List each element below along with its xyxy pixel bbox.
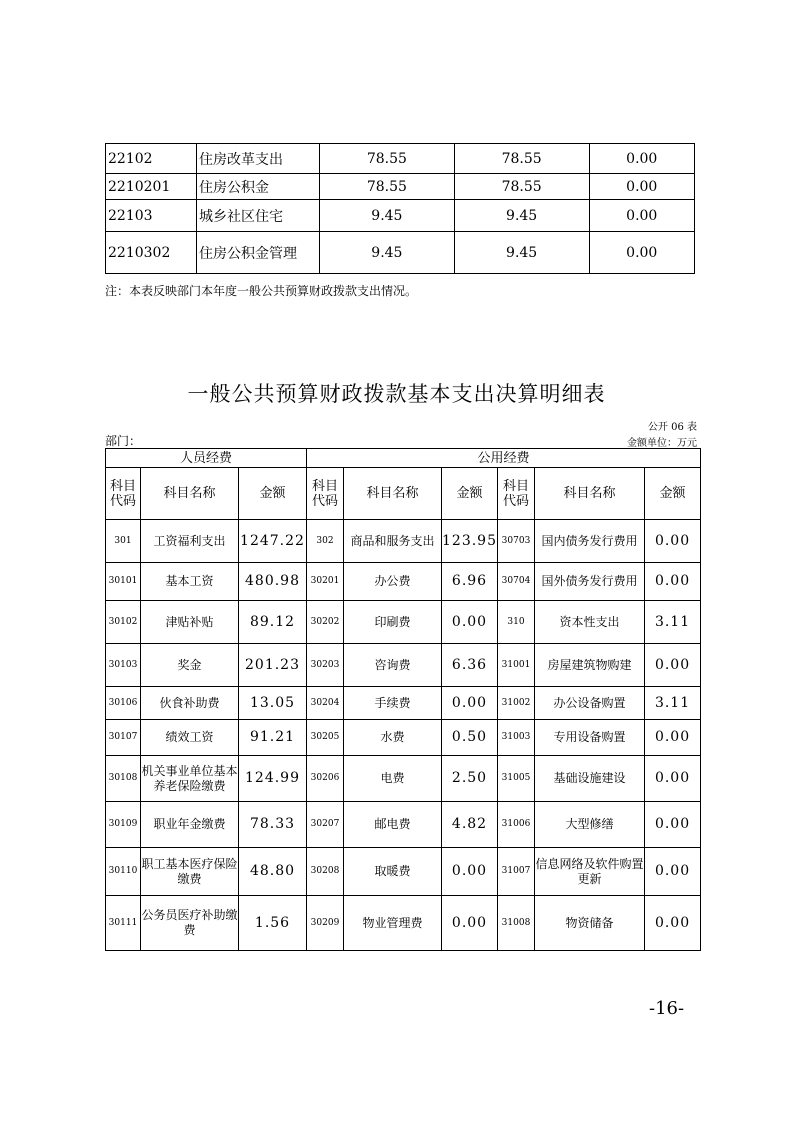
amount-cell: 78.55 (454, 174, 589, 200)
amount-cell: 78.55 (454, 144, 589, 174)
amount-cell: 91.21 (239, 720, 307, 756)
subject-name-cell: 信息网络及软件购置更新 (535, 848, 645, 896)
amount-cell: 0.00 (589, 144, 695, 174)
amount-cell: 13.05 (239, 687, 307, 720)
col-header-amount: 金额 (239, 468, 307, 520)
subject-name-cell: 商品和服务支出 (344, 520, 442, 563)
group-header-personnel: 人员经费 (106, 449, 307, 468)
subject-code-cell: 2210201 (106, 174, 197, 200)
amount-cell: 201.23 (239, 644, 307, 687)
subject-name-cell: 国外债务发行费用 (535, 563, 645, 601)
amount-cell: 3.11 (645, 687, 701, 720)
col-header-name: 科目名称 (344, 468, 442, 520)
subject-name-cell: 手续费 (344, 687, 442, 720)
amount-cell: 89.12 (239, 601, 307, 644)
subject-code-cell: 301 (106, 520, 141, 563)
subject-code-cell: 30111 (106, 896, 141, 951)
subject-code-cell: 30109 (106, 802, 141, 848)
subject-code-cell: 30206 (307, 756, 344, 802)
subject-code-cell: 31003 (498, 720, 535, 756)
col-header-code: 科目代码 (106, 468, 141, 520)
table-row (106, 644, 701, 687)
page-number: -16- (649, 998, 685, 1019)
subject-name-cell: 城乡社区住宅 (197, 200, 320, 232)
subject-name-cell: 办公设备购置 (535, 687, 645, 720)
subject-name-cell: 房屋建筑物购建 (535, 644, 645, 687)
subject-code-cell: 31001 (498, 644, 535, 687)
subject-name-cell: 机关事业单位基本养老保险缴费 (141, 756, 239, 802)
subject-code-cell: 2210302 (106, 232, 197, 274)
subject-name-cell: 绩效工资 (141, 720, 239, 756)
subject-code-cell: 30209 (307, 896, 344, 951)
subject-name-cell: 咨询费 (344, 644, 442, 687)
amount-cell: 78.55 (320, 174, 455, 200)
subject-code-cell: 31005 (498, 756, 535, 802)
amount-cell: 0.00 (442, 896, 498, 951)
subject-name-cell: 物业管理费 (344, 896, 442, 951)
page-title: 一般公共预算财政拨款基本支出决算明细表 (187, 382, 606, 406)
col-header-name: 科目名称 (535, 468, 645, 520)
table-row (106, 174, 695, 200)
amount-cell: 6.36 (442, 644, 498, 687)
subject-code-cell: 30203 (307, 644, 344, 687)
subject-code-cell: 31002 (498, 687, 535, 720)
amount-cell: 48.80 (239, 848, 307, 896)
table-note: 注：本表反映部门本年度一般公共预算财政拨款支出情况。 (105, 284, 418, 298)
amount-cell: 78.33 (239, 802, 307, 848)
subject-name-cell: 资本性支出 (535, 601, 645, 644)
table-row (106, 802, 701, 848)
amount-cell: 0.50 (442, 720, 498, 756)
subject-code-cell: 30103 (106, 644, 141, 687)
subject-code-cell: 22102 (106, 144, 197, 174)
col-header-code: 科目代码 (307, 468, 344, 520)
amount-cell: 0.00 (645, 563, 701, 601)
subject-code-cell: 310 (498, 601, 535, 644)
form-number: 公开 06 表 (647, 422, 697, 433)
amount-cell: 9.45 (454, 232, 589, 274)
amount-cell: 0.00 (589, 200, 695, 232)
amount-unit-label: 金额单位：万元 (627, 438, 697, 449)
col-header-code: 科目代码 (498, 468, 535, 520)
subject-name-cell: 邮电费 (344, 802, 442, 848)
table-row (106, 687, 701, 720)
subject-code-cell: 30106 (106, 687, 141, 720)
amount-cell: 0.00 (442, 687, 498, 720)
amount-cell: 124.99 (239, 756, 307, 802)
basic-expenditure-detail-table (105, 448, 701, 951)
amount-cell: 3.11 (645, 601, 701, 644)
amount-cell: 6.96 (442, 563, 498, 601)
amount-cell: 9.45 (454, 200, 589, 232)
amount-cell: 0.00 (645, 802, 701, 848)
subject-name-cell: 取暖费 (344, 848, 442, 896)
table-row (106, 144, 695, 174)
amount-cell: 1.56 (239, 896, 307, 951)
amount-cell: 2.50 (442, 756, 498, 802)
subject-name-cell: 物资储备 (535, 896, 645, 951)
subject-name-cell: 大型修缮 (535, 802, 645, 848)
amount-cell: 123.95 (442, 520, 498, 563)
subject-name-cell: 职工基本医疗保险缴费 (141, 848, 239, 896)
subject-name-cell: 国内债务发行费用 (535, 520, 645, 563)
subject-code-cell: 30202 (307, 601, 344, 644)
subject-code-cell: 22103 (106, 200, 197, 232)
amount-cell: 1247.22 (239, 520, 307, 563)
subject-name-cell: 办公费 (344, 563, 442, 601)
amount-cell: 0.00 (645, 848, 701, 896)
table-row (106, 200, 695, 232)
subject-name-cell: 奖金 (141, 644, 239, 687)
subject-code-cell: 30102 (106, 601, 141, 644)
subject-code-cell: 31007 (498, 848, 535, 896)
table-row (106, 896, 701, 951)
col-header-name: 科目名称 (141, 468, 239, 520)
subject-code-cell: 30204 (307, 687, 344, 720)
amount-cell: 0.00 (645, 896, 701, 951)
table-row (106, 601, 701, 644)
subject-name-cell: 职业年金缴费 (141, 802, 239, 848)
table-row (106, 848, 701, 896)
amount-cell: 78.55 (320, 144, 455, 174)
amount-cell: 4.82 (442, 802, 498, 848)
subject-name-cell: 水费 (344, 720, 442, 756)
subject-name-cell: 专用设备购置 (535, 720, 645, 756)
subject-name-cell: 住房公积金管理 (197, 232, 320, 274)
subject-code-cell: 30703 (498, 520, 535, 563)
table-row (106, 563, 701, 601)
amount-cell: 0.00 (589, 174, 695, 200)
subject-code-cell: 30201 (307, 563, 344, 601)
subject-code-cell: 302 (307, 520, 344, 563)
subject-code-cell: 30205 (307, 720, 344, 756)
amount-cell: 480.98 (239, 563, 307, 601)
table-row (106, 232, 695, 274)
group-header-public: 公用经费 (307, 449, 701, 468)
subject-name-cell: 津贴补贴 (141, 601, 239, 644)
amount-cell: 0.00 (645, 756, 701, 802)
subject-name-cell: 基本工资 (141, 563, 239, 601)
amount-cell: 0.00 (442, 601, 498, 644)
amount-cell: 0.00 (645, 644, 701, 687)
table-row (106, 720, 701, 756)
subject-code-cell: 30208 (307, 848, 344, 896)
amount-cell: 0.00 (442, 848, 498, 896)
subject-name-cell: 伙食补助费 (141, 687, 239, 720)
subject-code-cell: 31008 (498, 896, 535, 951)
subject-name-cell: 公务员医疗补助缴费 (141, 896, 239, 951)
subject-name-cell: 印刷费 (344, 601, 442, 644)
subject-name-cell: 电费 (344, 756, 442, 802)
subject-code-cell: 30108 (106, 756, 141, 802)
continued-expenditure-table (105, 143, 695, 274)
department-label: 部门： (105, 434, 142, 448)
subject-name-cell: 住房公积金 (197, 174, 320, 200)
subject-code-cell: 30704 (498, 563, 535, 601)
amount-cell: 0.00 (589, 232, 695, 274)
subject-code-cell: 30107 (106, 720, 141, 756)
subject-name-cell: 住房改革支出 (197, 144, 320, 174)
col-header-amount: 金额 (442, 468, 498, 520)
amount-cell: 9.45 (320, 200, 455, 232)
subject-code-cell: 30110 (106, 848, 141, 896)
table-row (106, 520, 701, 563)
amount-cell: 0.00 (645, 720, 701, 756)
amount-cell: 0.00 (645, 520, 701, 563)
amount-cell: 9.45 (320, 232, 455, 274)
subject-code-cell: 30207 (307, 802, 344, 848)
table-row (106, 756, 701, 802)
subject-code-cell: 30101 (106, 563, 141, 601)
subject-name-cell: 基础设施建设 (535, 756, 645, 802)
subject-name-cell: 工资福利支出 (141, 520, 239, 563)
col-header-amount: 金额 (645, 468, 701, 520)
subject-code-cell: 31006 (498, 802, 535, 848)
